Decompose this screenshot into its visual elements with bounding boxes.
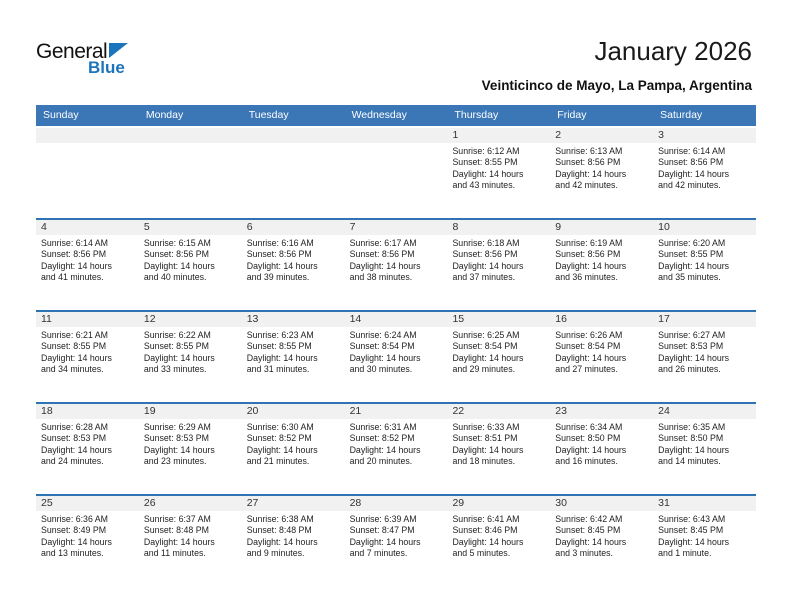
daylight-text-line2: and 38 minutes. xyxy=(349,272,413,283)
day-info xyxy=(139,327,242,376)
day-cell xyxy=(139,404,242,494)
day-info xyxy=(550,235,653,284)
day-number: 24 xyxy=(653,404,756,419)
day-number: 29 xyxy=(447,496,550,511)
sunrise-text: Sunrise: 6:22 AM xyxy=(143,330,211,340)
day-info xyxy=(36,235,139,284)
day-number xyxy=(345,128,448,143)
week-row xyxy=(36,128,756,218)
sunset-text: Sunset: 8:45 PM xyxy=(658,525,724,536)
day-number: 27 xyxy=(242,496,345,511)
sunrise-text: Sunrise: 6:33 AM xyxy=(452,422,520,432)
daylight-text-line2: and 43 minutes. xyxy=(452,180,516,191)
day-info xyxy=(139,235,242,284)
day-number: 18 xyxy=(36,404,139,419)
sunset-text: Sunset: 8:55 PM xyxy=(41,341,107,352)
weekday-sunday: Sunday xyxy=(43,109,79,121)
week-row xyxy=(36,494,756,586)
daylight-text-line2: and 7 minutes. xyxy=(349,548,408,559)
sunset-text: Sunset: 8:56 PM xyxy=(555,157,621,168)
empty-day-cell xyxy=(36,128,139,218)
daylight-text-line2: and 34 minutes. xyxy=(41,364,104,375)
daylight-text-line1: Daylight: 14 hours xyxy=(658,260,730,271)
daylight-text-line1: Daylight: 14 hours xyxy=(658,536,730,547)
daylight-text-line1: Daylight: 14 hours xyxy=(349,260,421,271)
day-cell xyxy=(653,496,756,586)
sunrise-text: Sunrise: 6:38 AM xyxy=(246,514,314,524)
day-number: 9 xyxy=(550,220,653,235)
day-number: 28 xyxy=(345,496,448,511)
sunrise-text: Sunrise: 6:23 AM xyxy=(246,330,314,340)
sunset-text: Sunset: 8:50 PM xyxy=(658,433,724,444)
daylight-text-line2: and 27 minutes. xyxy=(555,364,618,375)
sunrise-text: Sunrise: 6:26 AM xyxy=(555,330,623,340)
day-cell xyxy=(242,220,345,310)
daylight-text-line2: and 33 minutes. xyxy=(143,364,207,375)
day-info xyxy=(345,419,448,468)
sunset-text: Sunset: 8:56 PM xyxy=(349,249,415,260)
day-number: 6 xyxy=(242,220,345,235)
month-title: January 2026 xyxy=(594,36,752,66)
day-cell xyxy=(447,404,550,494)
weekday-friday: Friday xyxy=(557,109,587,121)
day-info xyxy=(550,511,653,560)
sunset-text: Sunset: 8:54 PM xyxy=(349,341,415,352)
day-number: 19 xyxy=(139,404,242,419)
daylight-text-line2: and 41 minutes. xyxy=(41,272,104,283)
day-cell xyxy=(242,312,345,402)
daylight-text-line1: Daylight: 14 hours xyxy=(452,444,524,455)
sunset-text: Sunset: 8:50 PM xyxy=(555,433,621,444)
empty-day-cell xyxy=(139,128,242,218)
sunrise-text: Sunrise: 6:25 AM xyxy=(452,330,520,340)
day-cell xyxy=(139,312,242,402)
day-cell xyxy=(653,220,756,310)
sunrise-text: Sunrise: 6:43 AM xyxy=(658,514,726,524)
daylight-text-line1: Daylight: 14 hours xyxy=(143,444,215,455)
logo-text-blue: Blue xyxy=(88,58,125,77)
sunrise-text: Sunrise: 6:28 AM xyxy=(41,422,108,432)
daylight-text-line2: and 18 minutes. xyxy=(452,456,516,467)
day-number: 12 xyxy=(139,312,242,327)
sunrise-text: Sunrise: 6:30 AM xyxy=(246,422,314,432)
day-number xyxy=(36,128,139,143)
day-cell xyxy=(139,496,242,586)
day-number: 17 xyxy=(653,312,756,327)
daylight-text-line1: Daylight: 14 hours xyxy=(555,536,627,547)
day-info xyxy=(36,511,139,560)
day-cell xyxy=(550,404,653,494)
day-cell xyxy=(242,404,345,494)
day-cell xyxy=(550,220,653,310)
sunrise-text: Sunrise: 6:14 AM xyxy=(658,146,726,156)
sunset-text: Sunset: 8:56 PM xyxy=(41,249,107,260)
day-info xyxy=(242,327,345,376)
sunset-text: Sunset: 8:56 PM xyxy=(658,157,724,168)
sunset-text: Sunset: 8:46 PM xyxy=(452,525,518,536)
weekday-tuesday: Tuesday xyxy=(248,109,289,121)
day-info xyxy=(447,419,550,468)
sunset-text: Sunset: 8:54 PM xyxy=(555,341,621,352)
day-number: 22 xyxy=(447,404,550,419)
day-number: 25 xyxy=(36,496,139,511)
sunrise-text: Sunrise: 6:37 AM xyxy=(143,514,211,524)
sunrise-text: Sunrise: 6:13 AM xyxy=(555,146,623,156)
weekday-header-row xyxy=(36,105,756,126)
sunrise-text: Sunrise: 6:17 AM xyxy=(349,238,417,248)
day-number: 20 xyxy=(242,404,345,419)
daylight-text-line2: and 40 minutes. xyxy=(143,272,207,283)
day-number: 31 xyxy=(653,496,756,511)
daylight-text-line2: and 14 minutes. xyxy=(658,456,721,467)
day-info xyxy=(242,235,345,284)
empty-day-cell xyxy=(345,128,448,218)
day-number: 21 xyxy=(345,404,448,419)
day-number: 10 xyxy=(653,220,756,235)
weekday-thursday: Thursday xyxy=(454,109,499,121)
daylight-text-line2: and 16 minutes. xyxy=(555,456,618,467)
daylight-text-line1: Daylight: 14 hours xyxy=(246,352,318,363)
daylight-text-line2: and 42 minutes. xyxy=(658,180,721,191)
day-cell xyxy=(345,404,448,494)
sunrise-text: Sunrise: 6:42 AM xyxy=(555,514,623,524)
daylight-text-line2: and 24 minutes. xyxy=(41,456,104,467)
week-row xyxy=(36,310,756,402)
sunset-text: Sunset: 8:55 PM xyxy=(143,341,209,352)
sunrise-text: Sunrise: 6:18 AM xyxy=(452,238,520,248)
daylight-text-line2: and 36 minutes. xyxy=(555,272,618,283)
day-number: 14 xyxy=(345,312,448,327)
sunrise-text: Sunrise: 6:29 AM xyxy=(143,422,211,432)
daylight-text-line1: Daylight: 14 hours xyxy=(658,168,730,179)
day-number: 15 xyxy=(447,312,550,327)
sunset-text: Sunset: 8:51 PM xyxy=(452,433,518,444)
daylight-text-line2: and 37 minutes. xyxy=(452,272,516,283)
sunrise-text: Sunrise: 6:12 AM xyxy=(452,146,520,156)
day-info xyxy=(36,419,139,468)
daylight-text-line2: and 35 minutes. xyxy=(658,272,721,283)
day-cell xyxy=(653,404,756,494)
empty-day-cell xyxy=(242,128,345,218)
daylight-text-line1: Daylight: 14 hours xyxy=(555,260,627,271)
daylight-text-line2: and 1 minute. xyxy=(658,548,712,559)
sunset-text: Sunset: 8:55 PM xyxy=(658,249,724,260)
daylight-text-line1: Daylight: 14 hours xyxy=(246,444,318,455)
calendar xyxy=(36,105,756,586)
sunrise-text: Sunrise: 6:16 AM xyxy=(246,238,314,248)
day-cell xyxy=(550,128,653,218)
day-cell xyxy=(242,496,345,586)
day-info xyxy=(550,143,653,192)
day-number: 16 xyxy=(550,312,653,327)
daylight-text-line1: Daylight: 14 hours xyxy=(452,352,524,363)
daylight-text-line1: Daylight: 14 hours xyxy=(349,536,421,547)
day-info xyxy=(550,327,653,376)
daylight-text-line2: and 29 minutes. xyxy=(452,364,516,375)
day-number: 7 xyxy=(345,220,448,235)
sunset-text: Sunset: 8:53 PM xyxy=(658,341,724,352)
daylight-text-line1: Daylight: 14 hours xyxy=(41,352,112,363)
logo-text-general: General xyxy=(36,40,108,63)
daylight-text-line1: Daylight: 14 hours xyxy=(555,352,627,363)
day-number: 3 xyxy=(653,128,756,143)
sunrise-text: Sunrise: 6:14 AM xyxy=(41,238,108,248)
day-number: 26 xyxy=(139,496,242,511)
day-info xyxy=(447,327,550,376)
day-info xyxy=(139,419,242,468)
week-row xyxy=(36,402,756,494)
sunset-text: Sunset: 8:55 PM xyxy=(452,157,518,168)
day-cell xyxy=(345,220,448,310)
daylight-text-line2: and 21 minutes. xyxy=(246,456,310,467)
day-cell xyxy=(550,496,653,586)
daylight-text-line1: Daylight: 14 hours xyxy=(246,536,318,547)
sunset-text: Sunset: 8:47 PM xyxy=(349,525,415,536)
day-cell xyxy=(345,312,448,402)
sunset-text: Sunset: 8:48 PM xyxy=(246,525,312,536)
day-number: 30 xyxy=(550,496,653,511)
daylight-text-line1: Daylight: 14 hours xyxy=(41,536,112,547)
sunrise-text: Sunrise: 6:19 AM xyxy=(555,238,623,248)
day-cell xyxy=(447,496,550,586)
sunset-text: Sunset: 8:56 PM xyxy=(555,249,621,260)
daylight-text-line2: and 31 minutes. xyxy=(246,364,310,375)
daylight-text-line1: Daylight: 14 hours xyxy=(658,352,730,363)
day-info xyxy=(653,327,756,376)
day-cell xyxy=(36,404,139,494)
day-cell xyxy=(447,220,550,310)
sunset-text: Sunset: 8:49 PM xyxy=(41,525,107,536)
daylight-text-line1: Daylight: 14 hours xyxy=(246,260,318,271)
sunrise-text: Sunrise: 6:31 AM xyxy=(349,422,417,432)
day-info xyxy=(447,511,550,560)
day-cell xyxy=(447,312,550,402)
daylight-text-line1: Daylight: 14 hours xyxy=(555,168,627,179)
weekday-saturday: Saturday xyxy=(660,109,703,121)
sunrise-text: Sunrise: 6:27 AM xyxy=(658,330,726,340)
daylight-text-line1: Daylight: 14 hours xyxy=(658,444,730,455)
daylight-text-line1: Daylight: 14 hours xyxy=(349,444,421,455)
sunrise-text: Sunrise: 6:34 AM xyxy=(555,422,623,432)
daylight-text-line2: and 11 minutes. xyxy=(143,548,206,559)
calendar-weeks xyxy=(36,128,756,586)
day-number: 13 xyxy=(242,312,345,327)
daylight-text-line2: and 13 minutes. xyxy=(41,548,104,559)
sunrise-text: Sunrise: 6:41 AM xyxy=(452,514,520,524)
weekday-monday: Monday xyxy=(145,109,184,121)
sunset-text: Sunset: 8:54 PM xyxy=(452,341,518,352)
sunrise-text: Sunrise: 6:21 AM xyxy=(41,330,108,340)
daylight-text-line2: and 23 minutes. xyxy=(143,456,207,467)
daylight-text-line1: Daylight: 14 hours xyxy=(452,536,524,547)
day-info xyxy=(345,511,448,560)
daylight-text-line2: and 9 minutes. xyxy=(246,548,305,559)
daylight-text-line1: Daylight: 14 hours xyxy=(452,168,524,179)
sunrise-text: Sunrise: 6:36 AM xyxy=(41,514,108,524)
day-info xyxy=(447,143,550,192)
day-info xyxy=(345,327,448,376)
day-info xyxy=(242,419,345,468)
day-info xyxy=(653,419,756,468)
daylight-text-line2: and 39 minutes. xyxy=(246,272,310,283)
day-cell xyxy=(447,128,550,218)
sunset-text: Sunset: 8:45 PM xyxy=(555,525,621,536)
day-number: 23 xyxy=(550,404,653,419)
day-number xyxy=(139,128,242,143)
daylight-text-line1: Daylight: 14 hours xyxy=(452,260,524,271)
sunset-text: Sunset: 8:53 PM xyxy=(143,433,209,444)
logo-triangle-icon xyxy=(109,43,128,58)
day-number: 1 xyxy=(447,128,550,143)
daylight-text-line1: Daylight: 14 hours xyxy=(143,260,215,271)
weekday-wednesday: Wednesday xyxy=(351,109,407,121)
location-subtitle: Veinticinco de Mayo, La Pampa, Argentina xyxy=(481,78,752,93)
sunrise-text: Sunrise: 6:39 AM xyxy=(349,514,417,524)
sunrise-text: Sunrise: 6:15 AM xyxy=(143,238,211,248)
day-info xyxy=(447,235,550,284)
sunset-text: Sunset: 8:53 PM xyxy=(41,433,107,444)
day-number: 8 xyxy=(447,220,550,235)
sunset-text: Sunset: 8:56 PM xyxy=(452,249,518,260)
day-cell xyxy=(550,312,653,402)
daylight-text-line1: Daylight: 14 hours xyxy=(41,260,112,271)
week-row xyxy=(36,218,756,310)
daylight-text-line1: Daylight: 14 hours xyxy=(143,536,215,547)
daylight-text-line2: and 30 minutes. xyxy=(349,364,413,375)
day-info xyxy=(550,419,653,468)
day-cell xyxy=(653,128,756,218)
day-cell xyxy=(345,496,448,586)
day-cell xyxy=(36,220,139,310)
daylight-text-line1: Daylight: 14 hours xyxy=(41,444,112,455)
sunrise-text: Sunrise: 6:24 AM xyxy=(349,330,417,340)
sunrise-text: Sunrise: 6:20 AM xyxy=(658,238,726,248)
sunset-text: Sunset: 8:56 PM xyxy=(246,249,312,260)
daylight-text-line2: and 5 minutes. xyxy=(452,548,511,559)
day-cell xyxy=(139,220,242,310)
day-info xyxy=(653,511,756,560)
day-info xyxy=(242,511,345,560)
day-number xyxy=(242,128,345,143)
day-number: 2 xyxy=(550,128,653,143)
day-cell xyxy=(36,312,139,402)
daylight-text-line1: Daylight: 14 hours xyxy=(349,352,421,363)
day-number: 5 xyxy=(139,220,242,235)
sunrise-text: Sunrise: 6:35 AM xyxy=(658,422,726,432)
sunset-text: Sunset: 8:52 PM xyxy=(246,433,312,444)
daylight-text-line2: and 42 minutes. xyxy=(555,180,618,191)
sunset-text: Sunset: 8:55 PM xyxy=(246,341,312,352)
sunset-text: Sunset: 8:48 PM xyxy=(143,525,209,536)
daylight-text-line2: and 3 minutes. xyxy=(555,548,614,559)
daylight-text-line2: and 26 minutes. xyxy=(658,364,721,375)
daylight-text-line1: Daylight: 14 hours xyxy=(143,352,215,363)
day-info xyxy=(653,143,756,192)
day-info xyxy=(36,327,139,376)
daylight-text-line1: Daylight: 14 hours xyxy=(555,444,627,455)
day-number: 11 xyxy=(36,312,139,327)
day-cell xyxy=(653,312,756,402)
day-cell xyxy=(36,496,139,586)
day-info xyxy=(345,235,448,284)
daylight-text-line2: and 20 minutes. xyxy=(349,456,413,467)
day-info xyxy=(139,511,242,560)
general-blue-logo xyxy=(36,40,156,78)
day-number: 4 xyxy=(36,220,139,235)
day-info xyxy=(653,235,756,284)
sunset-text: Sunset: 8:52 PM xyxy=(349,433,415,444)
sunset-text: Sunset: 8:56 PM xyxy=(143,249,209,260)
